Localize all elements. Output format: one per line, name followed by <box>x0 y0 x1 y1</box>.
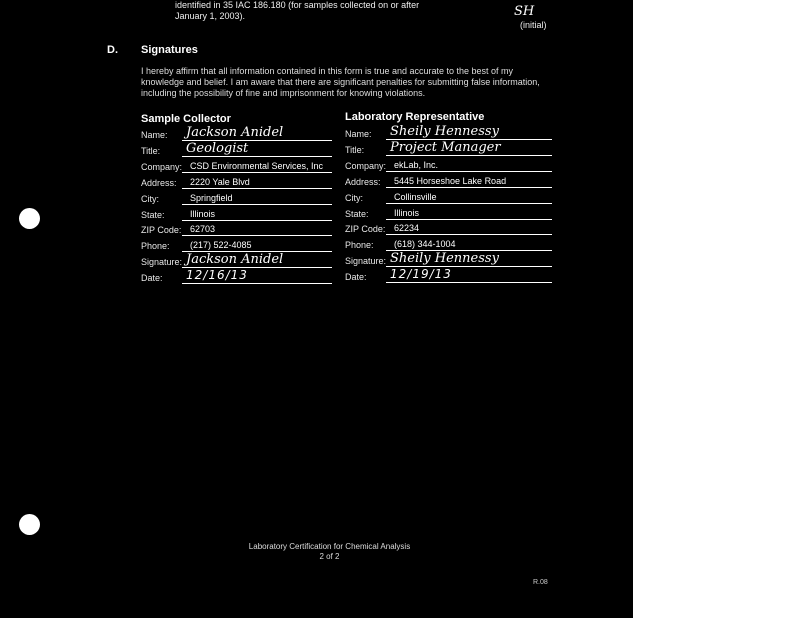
lab-field-value: 62234 <box>394 223 420 234</box>
collector-field-row <box>141 224 332 238</box>
section-letter: D. <box>107 44 118 56</box>
lab-field-label: State: <box>345 208 369 219</box>
collector-field-row <box>141 161 332 175</box>
lab-field-label: Address: <box>345 176 381 187</box>
lab-field-label: Signature: <box>345 256 387 267</box>
collector-field-row <box>141 193 332 207</box>
collector-field-row <box>141 140 332 159</box>
lab-field-label: Phone: <box>345 240 374 251</box>
collector-field-value: (217) 522-4085 <box>190 240 252 251</box>
lab-field-label: Company: <box>345 160 387 171</box>
lab-representative-heading: Laboratory Representative <box>345 111 485 123</box>
collector-field-label: Address: <box>141 177 177 188</box>
section-title: Signatures <box>141 44 198 56</box>
note-line-1: identified in 35 IAC 186.180 (for samples collected on or after <box>175 0 420 10</box>
collector-field-underline <box>182 204 332 205</box>
lab-field-underline <box>386 234 552 235</box>
collector-field-row <box>141 268 332 286</box>
lab-field-value: Illinois <box>394 207 420 218</box>
collector-field-underline <box>182 283 332 284</box>
lab-field-value: Project Manager <box>390 139 501 155</box>
page-code: R.08 <box>533 579 548 586</box>
lab-field-label: ZIP Code: <box>345 224 386 235</box>
lab-field-row <box>345 139 552 158</box>
lab-field-value: 5445 Horseshoe Lake Road <box>394 175 507 186</box>
footer-title: Laboratory Certification for Chemical Analysis <box>248 542 411 551</box>
collector-field-label: Signature: <box>141 257 183 268</box>
lab-field-row <box>345 160 552 174</box>
collector-field-value: 2220 Yale Blvd <box>190 176 250 187</box>
collector-field-label: Phone: <box>141 241 170 252</box>
collector-field-label: ZIP Code: <box>141 225 182 236</box>
collector-field-label: Title: <box>141 145 161 156</box>
note-line-2: January 1, 2003). <box>175 11 246 21</box>
collector-field-row <box>141 209 332 223</box>
affirmation-text: I hereby affirm that all information contained in this form is true and accurate to the best of my knowledge and belief. I am aware that there are significant penalties for submitting false information, including the possibility of fine and imprisonment for knowing violations. <box>141 66 540 98</box>
lab-field-value: Collinsville <box>394 191 437 202</box>
footer-page-number: 2 of 2 <box>319 552 340 561</box>
lab-field-row <box>345 192 552 206</box>
punch-hole-upper <box>19 208 40 229</box>
lab-field-underline <box>386 219 552 220</box>
collector-field-label: Name: <box>141 130 168 140</box>
lab-field-underline <box>386 155 552 156</box>
sample-collector-heading: Sample Collector <box>141 113 231 125</box>
collector-field-underline <box>182 220 332 221</box>
lab-field-value: ekLab, Inc. <box>394 159 439 170</box>
lab-field-label: Name: <box>345 129 372 139</box>
lab-field-underline <box>386 203 552 204</box>
collector-field-label: Company: <box>141 161 183 172</box>
lab-field-label: Title: <box>345 144 365 155</box>
lab-field-underline <box>386 187 552 188</box>
previous-item-note <box>175 0 419 22</box>
collector-field-value: 12/16/13 <box>186 268 248 283</box>
lab-field-label: Date: <box>345 272 367 283</box>
collector-field-label: Date: <box>141 273 163 284</box>
lab-field-value: (618) 344-1004 <box>394 239 456 250</box>
lab-field-row <box>345 208 552 222</box>
lab-field-value: 12/19/13 <box>390 267 452 282</box>
punch-hole-lower <box>19 514 40 535</box>
collector-field-underline <box>182 172 332 173</box>
collector-field-underline <box>182 156 332 157</box>
collector-field-value: Springfield <box>190 192 233 203</box>
lab-field-underline <box>386 282 552 283</box>
lab-field-row <box>345 267 552 285</box>
lab-field-label: City: <box>345 192 363 203</box>
collector-field-value: Jackson Anidel <box>186 252 284 268</box>
lab-field-underline <box>386 171 552 172</box>
collector-field-value: 62703 <box>190 224 216 235</box>
lab-field-row <box>345 223 552 237</box>
initial-signature: SH <box>514 4 535 19</box>
collector-field-value: CSD Environmental Services, Inc <box>190 160 324 171</box>
collector-field-label: City: <box>141 193 159 204</box>
collector-field-underline <box>182 188 332 189</box>
collector-field-underline <box>182 235 332 236</box>
lab-field-value: Sheily Hennessy <box>390 251 499 267</box>
initial-label: (initial) <box>520 20 547 30</box>
collector-field-row <box>141 177 332 191</box>
lab-field-value: Sheily Hennessy <box>390 124 499 139</box>
lab-field-row <box>345 176 552 190</box>
collector-field-label: State: <box>141 209 165 220</box>
collector-field-value: Jackson Anidel <box>186 125 284 140</box>
collector-field-value: Geologist <box>186 140 249 156</box>
collector-field-value: Illinois <box>190 208 216 219</box>
